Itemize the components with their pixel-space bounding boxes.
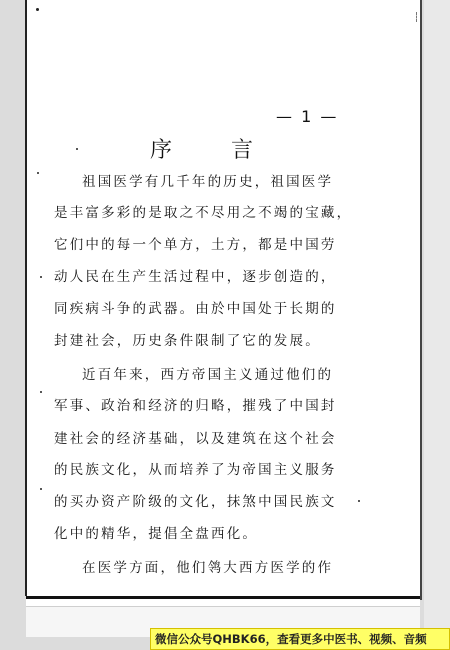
page-right-border (420, 0, 422, 600)
scan-speck (40, 391, 42, 393)
scan-speck (40, 488, 42, 490)
text-line: 在医学方面，他们鸰大西方医学的作 (82, 560, 334, 576)
scan-speck (358, 500, 360, 502)
page-left-border (25, 0, 27, 596)
page-edge-mark (416, 12, 421, 22)
viewer-margin (424, 0, 450, 650)
text-line: 它们中的每一个单方，土方，都是中国劳 (54, 237, 337, 253)
page-title: 序 言 (150, 138, 279, 163)
scan-speck (76, 148, 78, 150)
page-number: — 1 — (276, 107, 339, 126)
text-line: 动人民在生产生活过程中，逐步创造的， (54, 269, 337, 285)
text-line: 祖国医学有几千年的历史，祖国医学 (82, 174, 334, 190)
text-line: 封建社会，历史条件限制了它的发展。 (54, 333, 321, 349)
text-line: 近百年来，西方帝国主义通过他们的 (82, 367, 334, 383)
scan-speck (36, 8, 39, 11)
scan-speck (40, 276, 42, 278)
watermark-banner: 微信公众号QHBK66，查看更多中医书、视频、音频 (150, 628, 450, 650)
text-line: 建社会的经济基础，以及建筑在这个社会 (54, 431, 337, 447)
text-line: 的买办资产阶级的文化，抹煞中国民族文 (54, 494, 337, 510)
text-line: 同疾病斗争的武器。由於中国处于长期的 (54, 301, 337, 317)
text-line: 化中的精华，提倡全盘西化。 (54, 526, 259, 542)
text-line: 是丰富多彩的是取之不尽用之不竭的宝藏， (54, 205, 353, 221)
text-line: 的民族文化，从而培养了为帝国主义服务 (54, 462, 337, 478)
scan-speck (37, 172, 39, 174)
text-line: 军事、政治和经济的归略，摧残了中国封 (54, 398, 337, 414)
